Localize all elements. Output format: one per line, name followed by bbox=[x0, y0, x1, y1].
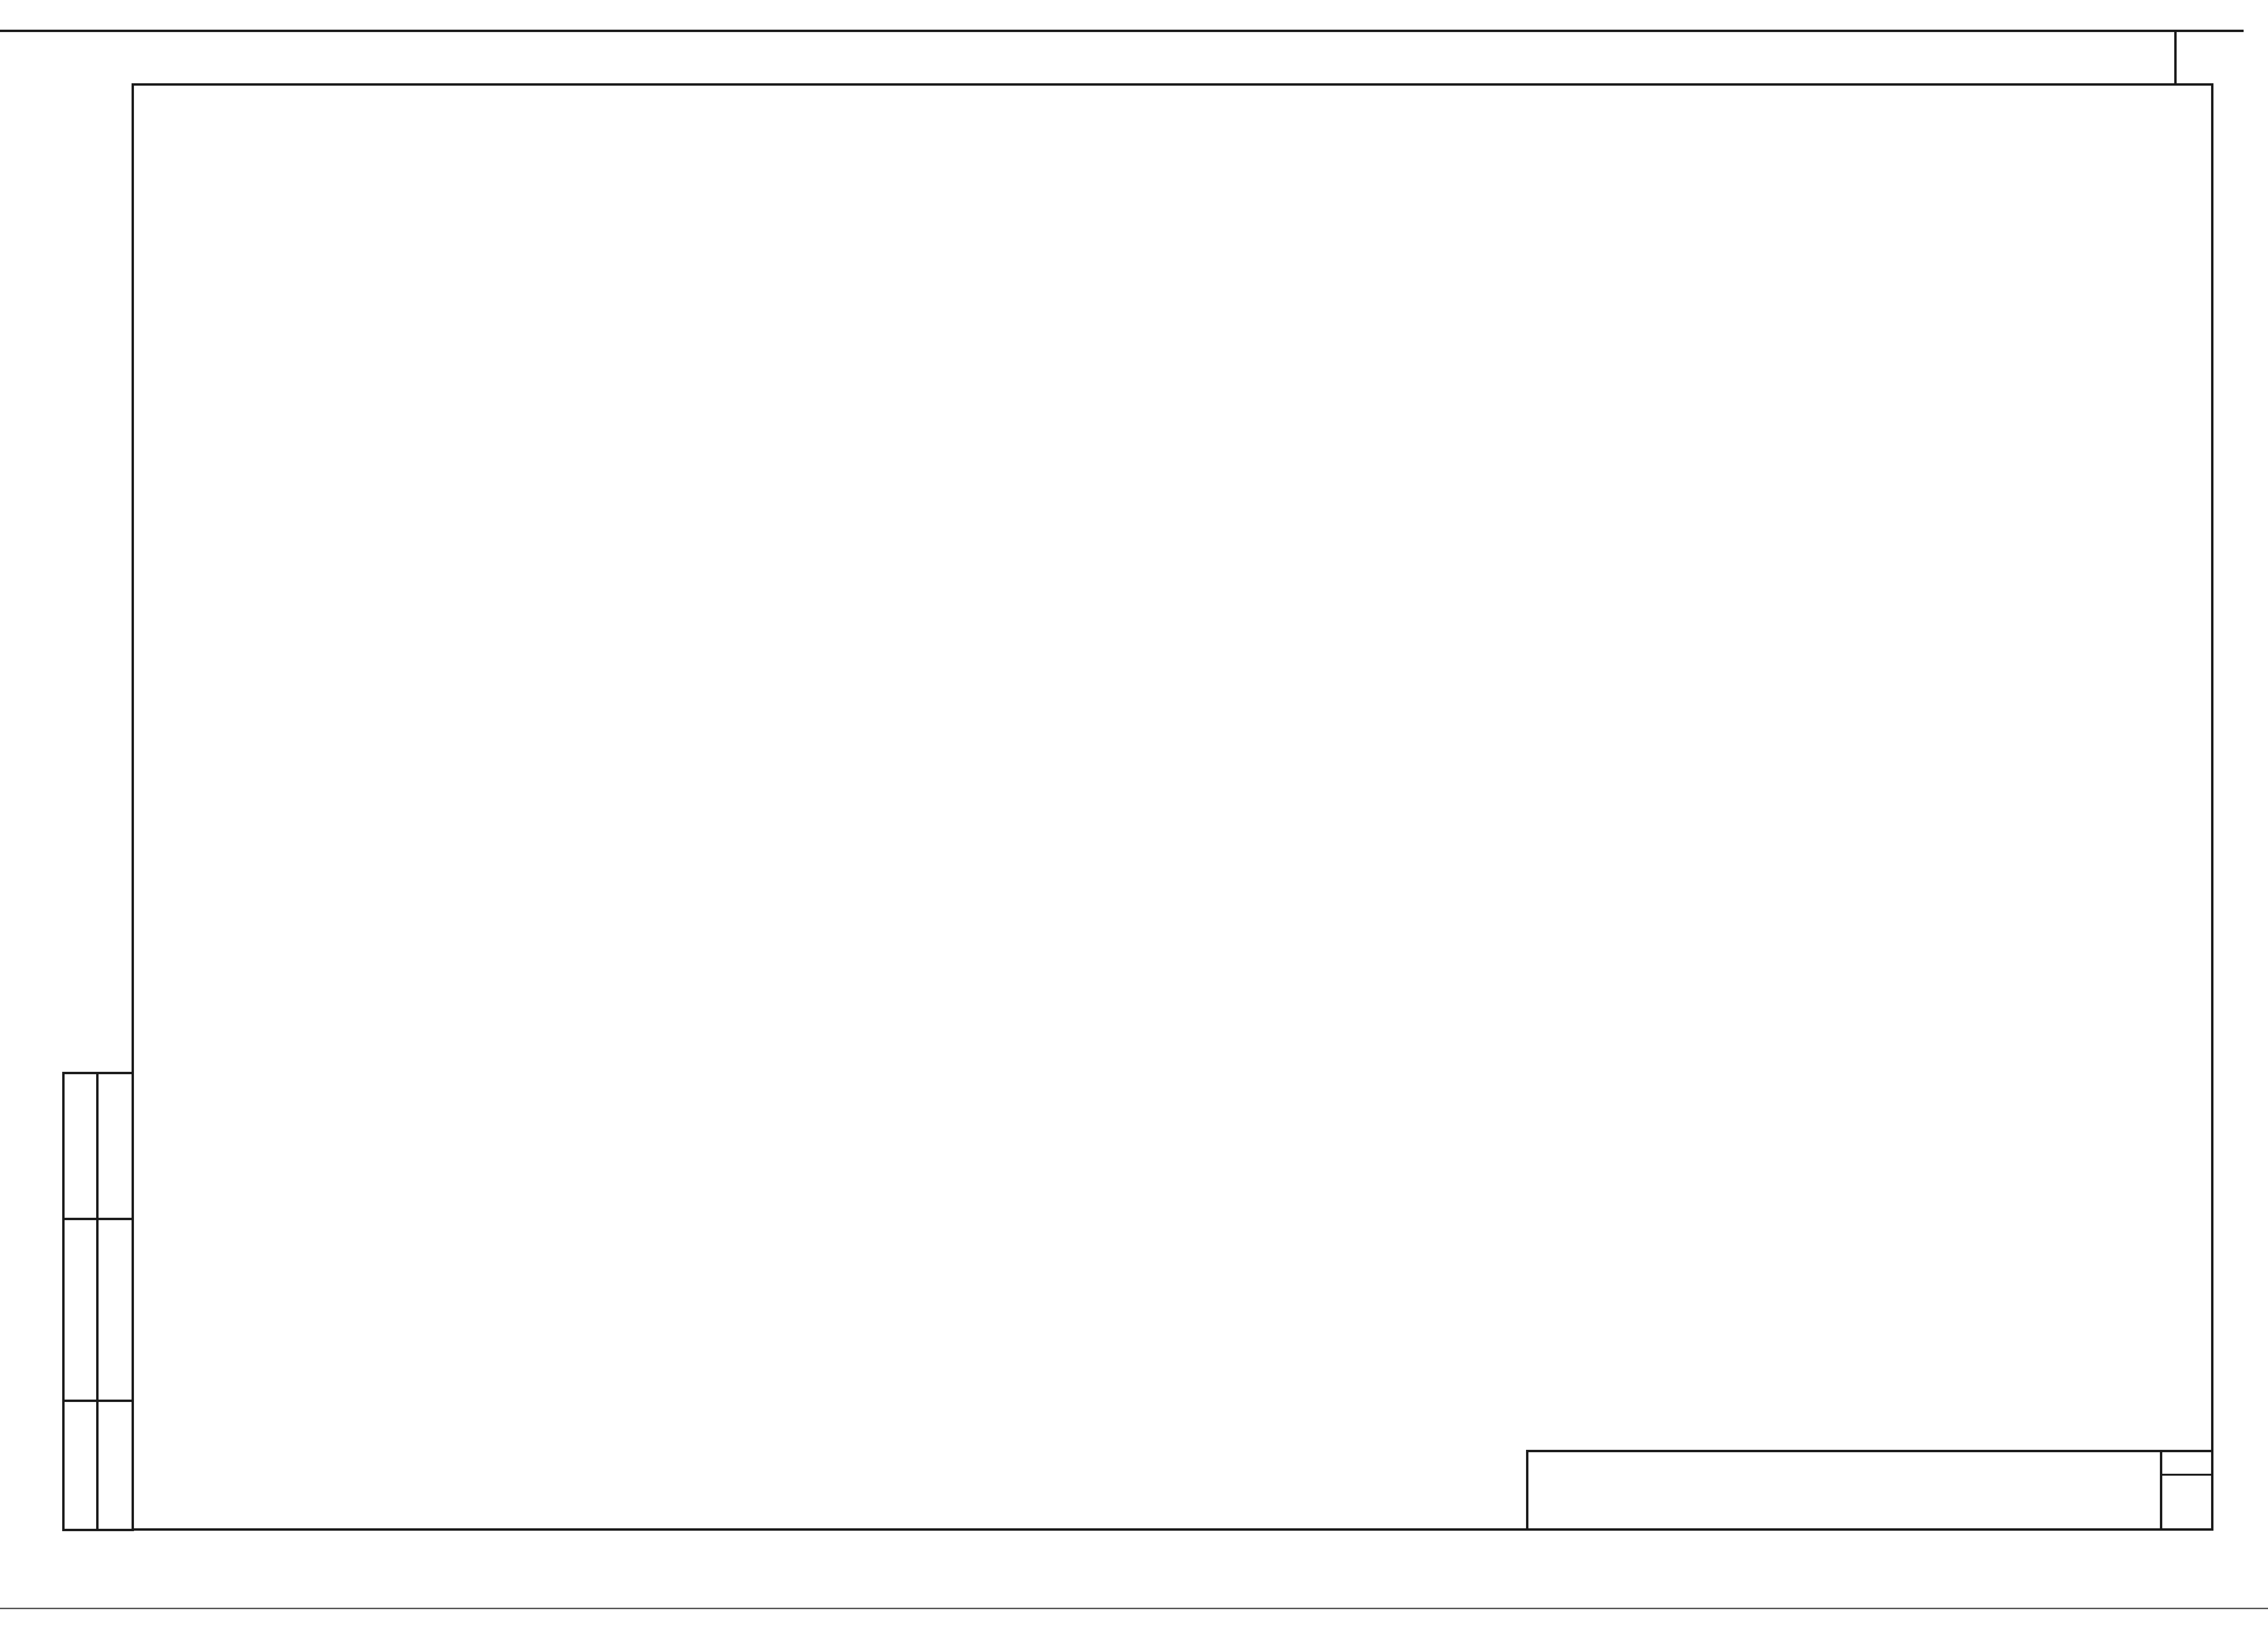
side-stamp bbox=[62, 1072, 134, 1531]
top-border-line bbox=[0, 30, 2244, 32]
sheet-number-box bbox=[2174, 30, 2244, 83]
bottom-border-line bbox=[0, 1608, 2268, 1609]
title-block bbox=[1526, 1450, 2211, 1528]
drawing-frame bbox=[132, 83, 2213, 1531]
